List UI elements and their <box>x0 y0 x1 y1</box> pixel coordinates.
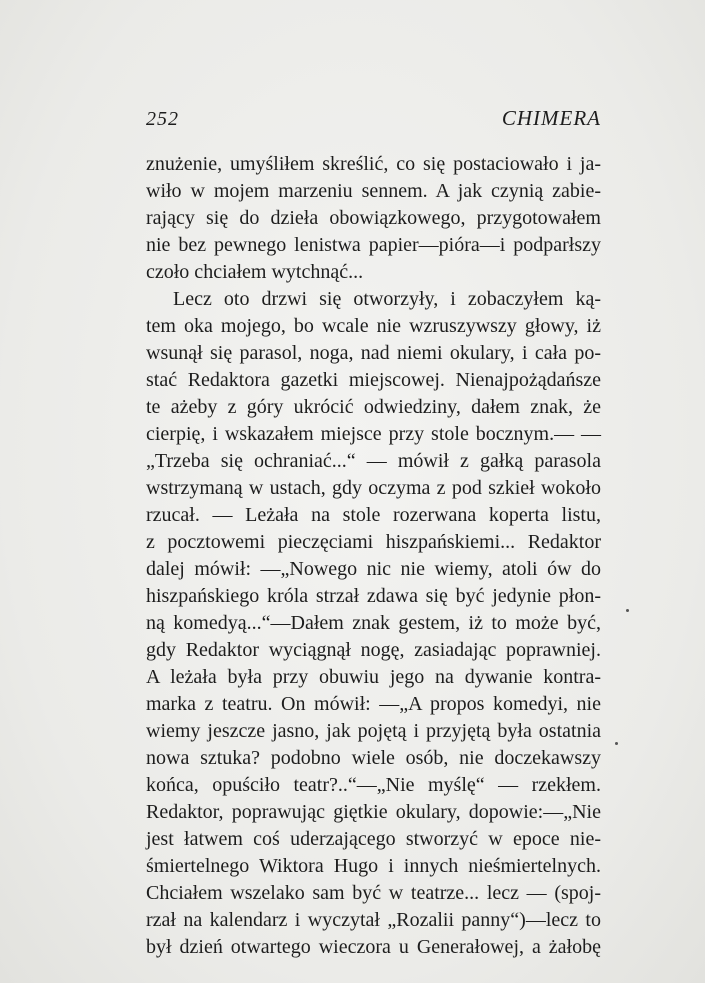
print-speck <box>626 609 629 612</box>
text-line: hiszpańskiego króla strzał zdawa się być jedynie płon- <box>146 585 601 607</box>
text-line: te ażeby z góry ukrócić odwiedziny, dałem znak, że <box>146 396 601 418</box>
print-speck <box>615 742 618 745</box>
text-line: z pocztowemi pieczęciami hiszpańskiemi... Redaktor <box>146 531 601 553</box>
text-line: wsunął się parasol, noga, nad niemi okulary, i cała po- <box>146 342 601 364</box>
text-line: Redaktor, poprawując giętkie okulary, dopowie:—„Nie <box>146 801 601 823</box>
text-line: Lecz oto drzwi się otworzyły, i zobaczyłem ką- <box>173 288 601 310</box>
running-title: CHIMERA <box>501 106 601 130</box>
text-line: był dzień otwartego wieczora u Generałowej, a żałobę <box>146 936 601 958</box>
text-line: gdy Redaktor wyciągnął nogę, zasiadając poprawniej. <box>146 639 601 661</box>
text-line: A leżała była przy obuwiu jego na dywanie kontra- <box>146 666 601 688</box>
text-line: znużenie, umyśliłem skreślić, co się postaciowało i ja- <box>146 153 601 175</box>
text-line: tem oka mojego, bo wcale nie wzruszywszy głowy, iż <box>146 315 601 337</box>
text-line: wstrzymaną w ustach, gdy oczyma z pod szkieł wokoło <box>146 477 601 499</box>
text-line: cierpię, i wskazałem miejsce przy stole bocznym.— — <box>146 423 601 445</box>
text-line: czoło chciałem wytchnąć... <box>146 261 364 283</box>
text-line: marka z teatru. On mówił: —„A propos komedyi, nie <box>146 693 601 715</box>
text-line: jest łatwem coś uderzającego stworzyć w epoce nie- <box>146 828 601 850</box>
text-line: nowa sztuka? podobno wiele osób, nie doczekawszy <box>146 747 601 769</box>
text-line: stać Redaktora gazetki miejscowej. Nienajpożądańsze <box>146 369 601 391</box>
page-header <box>146 106 601 136</box>
text-line: rający się do dzieła obowiązkowego, przygotowałem <box>146 207 601 229</box>
text-line: śmiertelnego Wiktora Hugo i innych nieśmiertelnych. <box>146 855 601 877</box>
text-line: Chciałem wszelako sam być w teatrze... lecz — (spoj- <box>146 882 601 904</box>
body-text <box>146 151 601 961</box>
text-line: wiło w mojem marzeniu sennem. A jak czynią zabie- <box>146 180 601 202</box>
page-number: 252 <box>146 108 179 130</box>
text-line: rzał na kalendarz i wyczytał „Rozalii panny“)—lecz to <box>146 909 601 931</box>
text-line: nie bez pewnego lenistwa papier—pióra—i podparłszy <box>146 234 601 256</box>
text-line: wiemy jeszcze jasno, jak pojętą i przyjętą była ostatnia <box>146 720 601 742</box>
text-line: końca, opuściło teatr?..“—„Nie myślę“ — rzekłem. <box>146 774 601 796</box>
text-line: ną komedyą...“—Dałem znak gestem, iż to może być, <box>146 612 601 634</box>
text-line: rzucał. — Leżała na stole rozerwana koperta listu, <box>146 504 601 526</box>
text-line: dalej mówił: —„Nowego nic nie wiemy, atoli ów do <box>146 558 601 580</box>
text-line: „Trzeba się ochraniać...“ — mówił z gałką parasola <box>146 450 601 472</box>
